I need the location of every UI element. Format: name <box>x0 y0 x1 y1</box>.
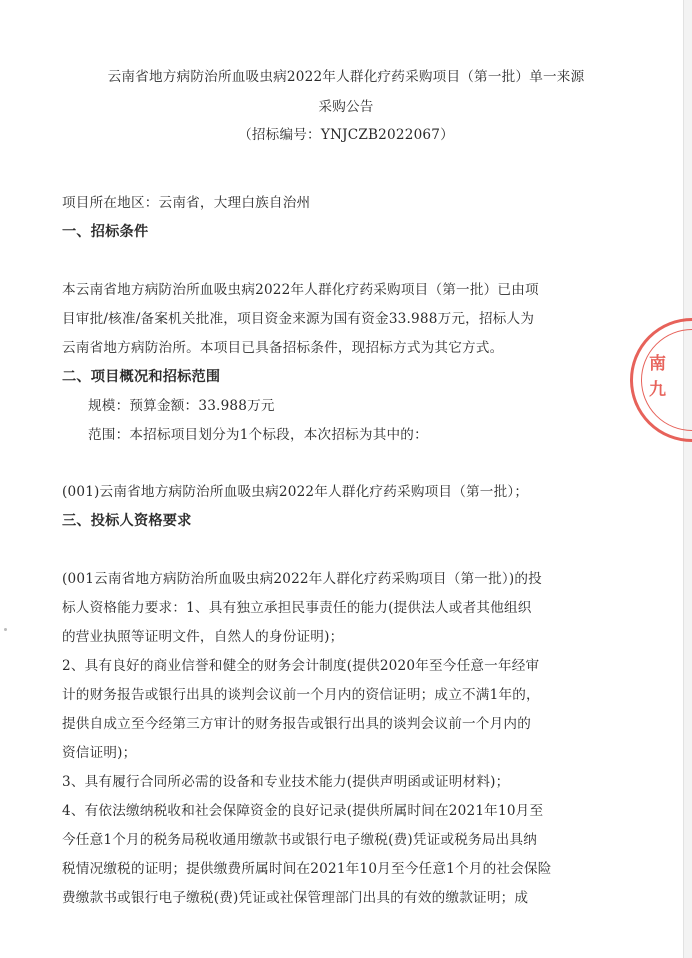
section-1-line: 目审批/核准/备案机关批准，项目资金来源为国有资金33.988万元，招标人为 <box>62 311 535 327</box>
section-3-line: (001云南省地方病防治所血吸虫病2022年人群化疗药采购项目（第一批）)的投 <box>62 571 542 587</box>
section-3-line: 今任意1个月的税务局税收通用缴款书或银行电子缴税(费)凭证或税务局出具纳 <box>62 832 538 848</box>
section-3-line: 费缴款书或银行电子缴税(费)凭证或社保管理部门出具的有效的缴款证明；成 <box>62 890 529 906</box>
section-3-line: 提供自成立至今经第三方审计的财务报告或银行出具的谈判会议前一个月内的 <box>62 716 531 732</box>
project-location: 项目所在地区：云南省，大理白族自治州 <box>62 195 311 211</box>
section-2-heading: 二、项目概况和招标范围 <box>62 369 221 385</box>
scope-text: 范围：本招标项目划分为1个标段，本次招标为其中的： <box>88 427 428 443</box>
section-3-line: 2、具有良好的商业信誉和健全的财务会计制度(提供2020年至今任意一年经审 <box>62 658 540 674</box>
section-3-line: 的营业执照等证明文件，自然人的身份证明)； <box>62 629 344 645</box>
scale-text: 规模：预算金额：33.988万元 <box>88 398 275 414</box>
section-3-line: 标人资格能力要求：1、具有独立承担民事责任的能力(提供法人或者其他组织 <box>62 600 532 616</box>
section-1-line: 本云南省地方病防治所血吸虫病2022年人群化疗药采购项目（第一批）已由项 <box>62 282 539 298</box>
lot-text: (001)云南省地方病防治所血吸虫病2022年人群化疗药采购项目（第一批）； <box>62 484 529 500</box>
seal-text: 南九 <box>649 354 666 400</box>
section-1-heading: 一、招标条件 <box>62 224 149 240</box>
title-line-2: 采购公告 <box>318 99 374 115</box>
section-1-line: 云南省地方病防治所。本项目已具备招标条件，现招标方式为其它方式。 <box>62 340 504 356</box>
section-3-line: 3、具有履行合同所必需的设备和专业技术能力(提供声明函或证明材料)； <box>62 774 510 790</box>
section-3-line: 4、有依法缴纳税收和社会保障资金的良好记录(提供所属时间在2021年10月至 <box>62 803 544 819</box>
official-seal-stamp <box>630 318 692 442</box>
section-3-line: 计的财务报告或银行出具的谈判会议前一个月内的资信证明；成立不满1年的， <box>62 687 540 703</box>
section-3-heading: 三、投标人资格要求 <box>62 513 192 529</box>
scan-speck <box>4 628 7 631</box>
section-3-line: 资信证明)； <box>62 745 137 761</box>
title-line-1: 云南省地方病防治所血吸虫病2022年人群化疗药采购项目（第一批）单一来源 <box>107 69 585 85</box>
tender-code: （招标编号：YNJCZB2022067） <box>238 127 454 143</box>
section-3-line: 税情况缴税的证明；提供缴费所属时间在2021年10月至今任意1个月的社会保险 <box>62 861 552 877</box>
